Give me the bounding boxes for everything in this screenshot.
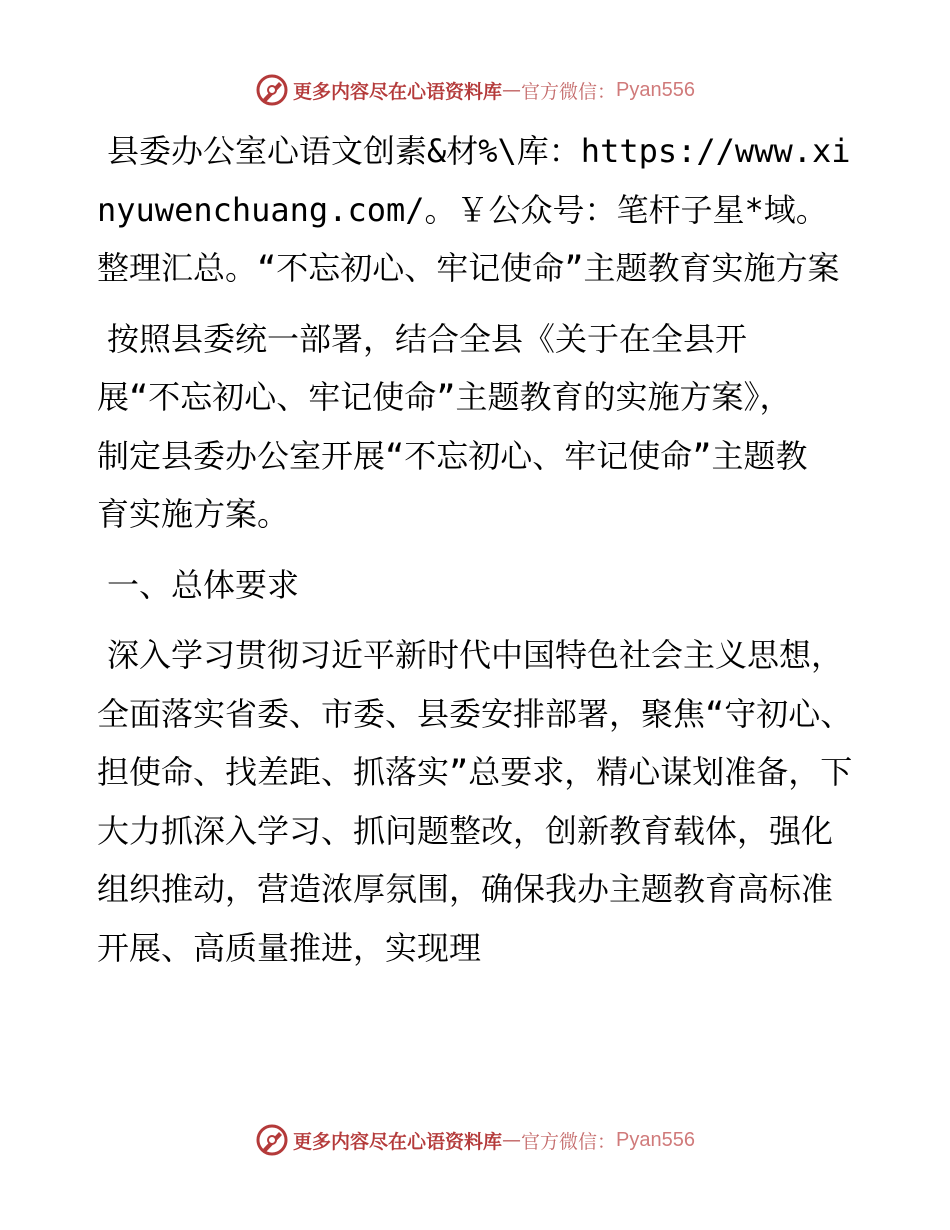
document-body [97,122,857,977]
pen-logo-icon [255,1123,289,1157]
body-paragraph: 深入学习贯彻习近平新时代中国特色社会主义思想，全面落实省委、市委、县委安排部署，聚焦“守初心、担使命、找差距、抓落实”总要求，精心谋划准备，下大力抓深入学习、抓问题整改，创新教育载体，强化组织推动，营造浓厚氛围，确保我办主题教育高标准开展、高质量推进，实现理 [97,636,853,967]
banner-dash: — [502,79,522,101]
section-heading: 一、总体要求 [107,565,300,604]
doc-title-paragraph: 县委办公室心语文创素&材%\库：https://www.xinyuwenchuang.com/。￥公众号：笔杆子星*域。整理汇总。“不忘初心、牢记使命”主题教育实施方案 [97,132,851,287]
intro-paragraph: 按照县委统一部署，结合全县《关于在全县开展“不忘初心、牢记使命”主题教育的实施方案》，制定县委办公室开展“不忘初心、牢记使命”主题教育实施方案。 [97,319,808,533]
banner-wechat-id: Pyan556 [616,1128,695,1151]
header-banner [0,70,950,110]
banner-wechat-label: 官方微信： [521,80,617,103]
banner-wechat-id: Pyan556 [616,78,695,101]
banner-wechat-label: 官方微信： [521,1130,617,1153]
banner-text: 更多内容尽在心语资料库 [293,80,503,103]
footer-banner [0,1120,950,1160]
pen-logo-icon [255,73,289,107]
banner-text: 更多内容尽在心语资料库 [293,1130,503,1153]
banner-dash: — [502,1129,522,1151]
